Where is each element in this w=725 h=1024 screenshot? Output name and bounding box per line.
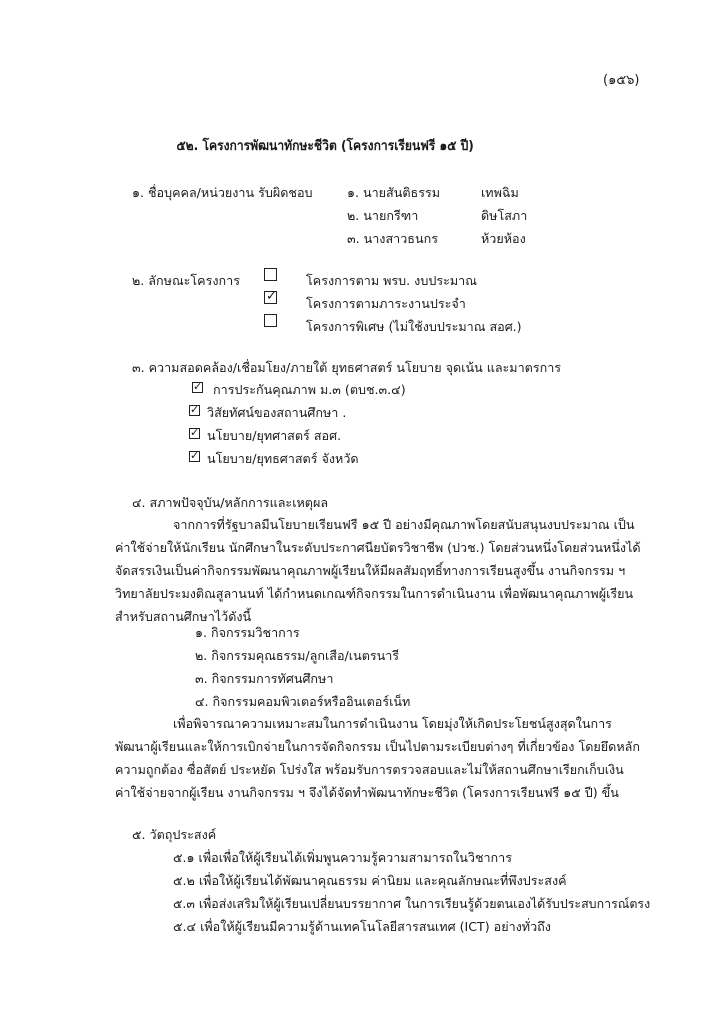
rationale-line-4: วิทยาลัยประมงติณสูลานนท์ ได้กำหนดเกณฑ์กิจกรรมในการดำเนินงาน เพื่อพัฒนาคุณภาพผู้เรียน <box>115 586 634 601</box>
rationale2-line-2: พัฒนาผู้เรียนและให้การเบิกจ่ายในการจัดกิจกรรม เป็นไปตามระเบียบต่างๆ ที่เกี่ยวข้อง โดยยึดหลัก <box>115 739 640 754</box>
activity-3: ๓. กิจกรรมการทัศนศึกษา <box>195 671 334 686</box>
objective-4: ๕.๔ เพื่อให้ผู้เรียนมีความรู้ด้านเทคโนโลยีสารสนเทศ (ICT) อย่างทั่วถึง <box>173 919 551 934</box>
rationale-line-5: สำหรับสถานศึกษาไว้ดังนี้ <box>115 609 252 624</box>
person-2-surname: ดิษโสภา <box>481 208 528 223</box>
section3-label: ๓. ความสอดคล้อง/เชื่อมโยง/ภายใต้ ยุทธศาสตร์ นโยบาย จุดเน้น และมาตรการ <box>132 360 562 375</box>
objective-3: ๕.๓ เพื่อส่งเสริมให้ผู้เรียนเปลี่ยนบรรยากาศ ในการเรียนรู้ด้วยตนเองได้รับประสบการณ์ตรง <box>173 896 651 911</box>
section4-label: ๔. สภาพปัจจุบัน/หลักการและเหตุผล <box>132 495 329 510</box>
project-type-option-1: โครงการตาม พรบ. งบประมาณ <box>306 273 477 288</box>
project-type-option-3: โครงการพิเศษ (ไม่ใช้งบประมาณ สอศ.) <box>306 319 522 334</box>
person-2-name: ๒. นายกรีฑา <box>347 208 419 223</box>
rationale2-line-4: ค่าใช้จ่ายจากผู้เรียน งานกิจกรรม ฯ จึงได้จัดทำพัฒนาทักษะชีวิต (โครงการเรียนฟรี ๑๕ ปี) ขึ้น <box>115 785 619 800</box>
alignment-item-3: นโยบาย/ยุทศาสตร์ สอศ. <box>207 428 342 443</box>
person-3-name: ๓. นางสาวธนกร <box>347 231 438 246</box>
section1-label: ๑. ชื่อบุคคล/หน่วยงาน รับผิดชอบ <box>132 185 313 200</box>
page-number: (๑๕๖) <box>603 73 640 88</box>
alignment-checkbox-1[interactable] <box>192 382 203 393</box>
document-title: ๕๒. โครงการพัฒนาทักษะชีวิต (โครงการเรียนฟรี ๑๕ ปี) <box>176 138 474 154</box>
rationale2-line-1: เพื่อพิจารณาความเหมาะสมในการดำเนินงาน โดยมุ่งให้เกิดประโยชน์สูงสุดในการ <box>173 716 612 731</box>
alignment-checkbox-2[interactable] <box>189 405 200 416</box>
alignment-item-1: การประกันคุณภาพ ม.๓ (ตบช.๓.๔) <box>213 382 406 397</box>
objective-2: ๕.๒ เพื่อให้ผู้เรียนได้พัฒนาคุณธรรม ค่านิยม และคุณลักษณะที่พึงประสงค์ <box>173 873 567 888</box>
project-type-checkbox-2[interactable] <box>264 291 277 304</box>
objective-1: ๕.๑ เพื่อเพื่อให้ผู้เรียนได้เพิ่มพูนความรู้ความสามารถในวิชาการ <box>173 850 513 865</box>
alignment-item-4: นโยบาย/ยุทธศาสตร์ จังหวัด <box>207 451 359 466</box>
section2-label: ๒. ลักษณะโครงการ <box>132 273 240 288</box>
activity-1: ๑. กิจกรรมวิชาการ <box>195 625 300 640</box>
alignment-checkbox-4[interactable] <box>189 451 200 462</box>
rationale-line-1: จากการที่รัฐบาลมีนโยบายเรียนฟรี ๑๕ ปี อย่างมีคุณภาพโดยสนับสนุนงบประมาณ เป็น <box>173 517 635 532</box>
rationale-line-2: ค่าใช้จ่ายให้นักเรียน นักศึกษาในระดับประกาศนียบัตรวิชาชีพ (ปวช.) โดยส่วนหนึ่งโดยส่วนหนึ่งได้ <box>115 540 641 555</box>
person-3-surname: ห้วยห้อง <box>481 231 526 246</box>
activity-4: ๔. กิจกรรมคอมพิวเตอร์หรืออินเตอร์เน็ท <box>195 694 411 709</box>
person-1-name: ๑. นายสันติธรรม <box>347 185 441 200</box>
project-type-checkbox-1[interactable] <box>264 268 277 281</box>
project-type-option-2: โครงการตามภาระงานประจำ <box>306 296 466 311</box>
alignment-checkbox-3[interactable] <box>189 428 200 439</box>
activity-2: ๒. กิจกรรมคุณธรรม/ลูกเสือ/เนตรนารี <box>195 648 400 663</box>
rationale-line-3: จัดสรรเงินเป็นค่ากิจกรรมพัฒนาคุณภาพผู้เรียนให้มีผลสัมฤทธิ์ทางการเรียนสูงขึ้น งานกิจกรรม ฯ <box>115 563 626 578</box>
alignment-item-2: วิสัยทัศน์ของสถานศึกษา . <box>207 405 347 420</box>
person-1-surname: เทพฉิม <box>481 185 519 200</box>
section5-label: ๕. วัตถุประสงค์ <box>132 827 217 842</box>
rationale2-line-3: ความถูกต้อง ซื่อสัตย์ ประหยัด โปร่งใส พร้อมรับการตรวจสอบและไม่ให้สถานศึกษาเรียกเก็บเงิน <box>115 762 624 777</box>
project-type-checkbox-3[interactable] <box>264 314 277 327</box>
